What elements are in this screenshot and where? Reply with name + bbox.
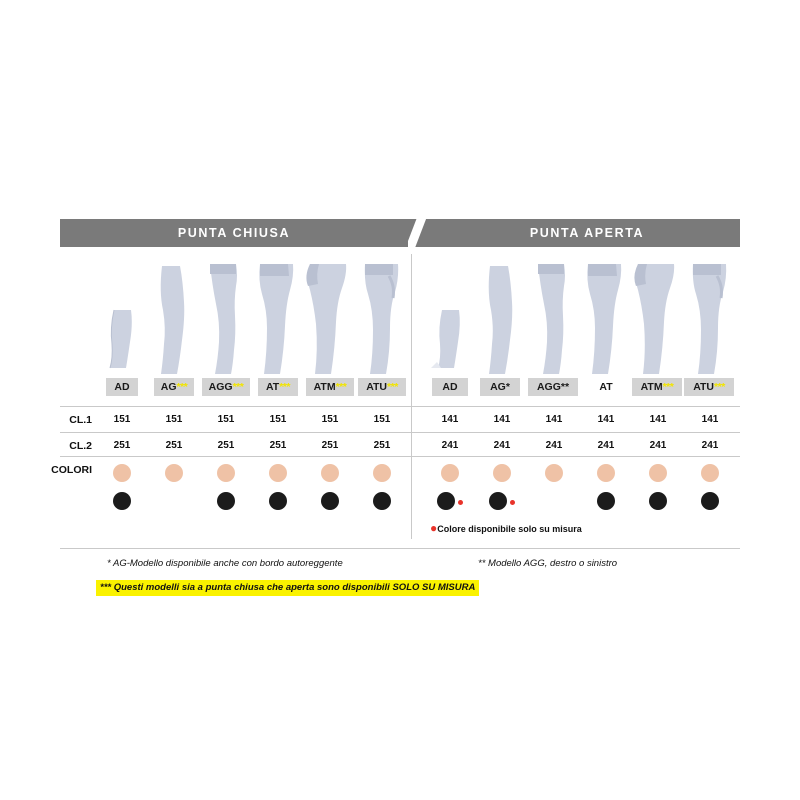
leg-illustration-ad-open [424,262,476,374]
legs-group-punta-aperta [424,262,734,374]
color-dot-black [373,492,391,510]
values-cl1-punta-chiusa [96,414,406,428]
footnote-2: ** Modello AGG, destro o sinistro [478,558,618,569]
chip-ag: AG*** [154,378,194,396]
made-to-measure-marker [458,500,463,505]
color-dot-skin [269,464,287,482]
cell-cl1-ag: 151 [165,414,183,425]
cell-cl1-at-open: 141 [597,414,615,425]
leg-illustration-ad [96,262,148,374]
star-marker: *** [387,381,398,393]
cell-cl1-atu: 151 [373,414,391,425]
color-dot-black [489,492,507,510]
color-dot-skin [113,464,131,482]
leg-illustration-atm [304,262,356,374]
color-dot-skin [321,464,339,482]
cell-cl1-atm: 151 [321,414,339,425]
footnote-1: * AG-Modello disponibile anche con bordo autoreggente [107,558,343,569]
legs-group-punta-chiusa [96,262,406,374]
chip-atu-open: ATU*** [684,378,734,396]
chip-ad: AD [106,378,138,396]
color-dot-black [597,492,615,510]
legend-red-dot-note: ●Colore disponibile solo su misura [430,521,582,535]
cell-cl1-atm-open: 141 [649,414,667,425]
chip-agg-open: AGG** [528,378,578,396]
color-dot-black [269,492,287,510]
cell-cl1-agg: 151 [217,414,235,425]
cell-cl2-atm-open: 241 [649,440,667,451]
cell-cl1-ad: 151 [113,414,131,425]
star-marker: *** [232,381,244,393]
chip-atm-open: ATM*** [632,378,682,396]
color-dot-skin [545,464,563,482]
color-dot-skin [649,464,667,482]
chip-ag-open: AG* [480,378,520,396]
values-cl2-punta-chiusa [96,440,406,454]
banner-separator [408,219,434,247]
leg-illustration-ag-open [476,262,528,374]
color-dot-skin [217,464,235,482]
vertical-divider [411,254,412,539]
made-to-measure-marker [510,500,515,505]
cell-cl1-at: 151 [269,414,287,425]
chip-agg: AGG*** [202,378,250,396]
footnote-3-text: *** Questi modelli sia a punta chiusa che aperta sono disponibili [100,582,393,593]
color-dots-skin-punta-chiusa [96,464,406,486]
cell-cl2-atm: 251 [321,440,339,451]
color-dot-black [701,492,719,510]
leg-illustration-agg [200,262,252,374]
leg-illustration-ag [148,262,200,374]
cell-cl2-atu-open: 241 [701,440,719,451]
cell-cl2-ad-open: 241 [441,440,459,451]
row-divider-cl2 [60,456,740,457]
footnote-3 [96,580,479,596]
color-dot-skin [373,464,391,482]
leg-illustration-atu-open [684,262,736,374]
leg-illustration-agg-open [528,262,580,374]
row-divider-cl1 [60,432,740,433]
section-banner [60,219,740,247]
color-dots-black-punta-aperta [424,492,734,514]
red-dot-icon: ● [430,521,438,535]
banner-punta-chiusa: PUNTA CHIUSA [60,219,408,247]
cell-cl2-ag: 251 [165,440,183,451]
chip-atm: ATM*** [306,378,354,396]
footer-divider [60,548,740,549]
chip-atu: ATU*** [358,378,406,396]
color-dot-skin [493,464,511,482]
cell-cl2-ad: 251 [113,440,131,451]
color-dot-skin [165,464,183,482]
banner-punta-aperta: PUNTA APERTA [434,219,740,247]
color-dot-black [113,492,131,510]
color-dot-skin [597,464,615,482]
cell-cl1-ad-open: 141 [441,414,459,425]
star-marker: *** [662,381,674,393]
leg-illustration-atm-open [632,262,684,374]
color-dot-black [649,492,667,510]
model-chips-punta-chiusa [96,378,406,396]
cell-cl2-at-open: 241 [597,440,615,451]
row-label-colori: COLORI [51,464,92,476]
star-marker: *** [279,381,290,393]
star-marker: *** [335,381,347,393]
footnote-3-emphasis: SOLO SU MISURA [392,582,476,593]
leg-illustration-at [252,262,304,374]
color-dots-black-punta-chiusa [96,492,406,514]
star-marker: *** [176,381,188,393]
cell-cl2-at: 251 [269,440,287,451]
model-chips-punta-aperta [424,378,734,396]
chip-at-open: AT [599,381,613,393]
star-marker: *** [714,381,725,393]
color-dots-skin-punta-aperta [424,464,734,486]
cell-cl1-atu-open: 141 [701,414,719,425]
row-divider-top [60,406,740,407]
cell-cl2-atu: 251 [373,440,391,451]
leg-illustration-at-open [580,262,632,374]
chip-at: AT*** [258,378,298,396]
color-dot-skin [441,464,459,482]
color-dot-black [437,492,455,510]
cell-cl2-agg-open: 241 [545,440,563,451]
values-cl1-punta-aperta [424,414,734,428]
values-cl2-punta-aperta [424,440,734,454]
cell-cl2-ag-open: 241 [493,440,511,451]
chip-ad-open: AD [432,378,468,396]
color-dot-black [217,492,235,510]
color-dot-black [321,492,339,510]
cell-cl2-agg: 251 [217,440,235,451]
row-label-cl2: CL.2 [69,440,92,452]
leg-illustration-atu [356,262,408,374]
row-label-cl1: CL.1 [69,414,92,426]
cell-cl1-ag-open: 141 [493,414,511,425]
cell-cl1-agg-open: 141 [545,414,563,425]
color-dot-skin [701,464,719,482]
